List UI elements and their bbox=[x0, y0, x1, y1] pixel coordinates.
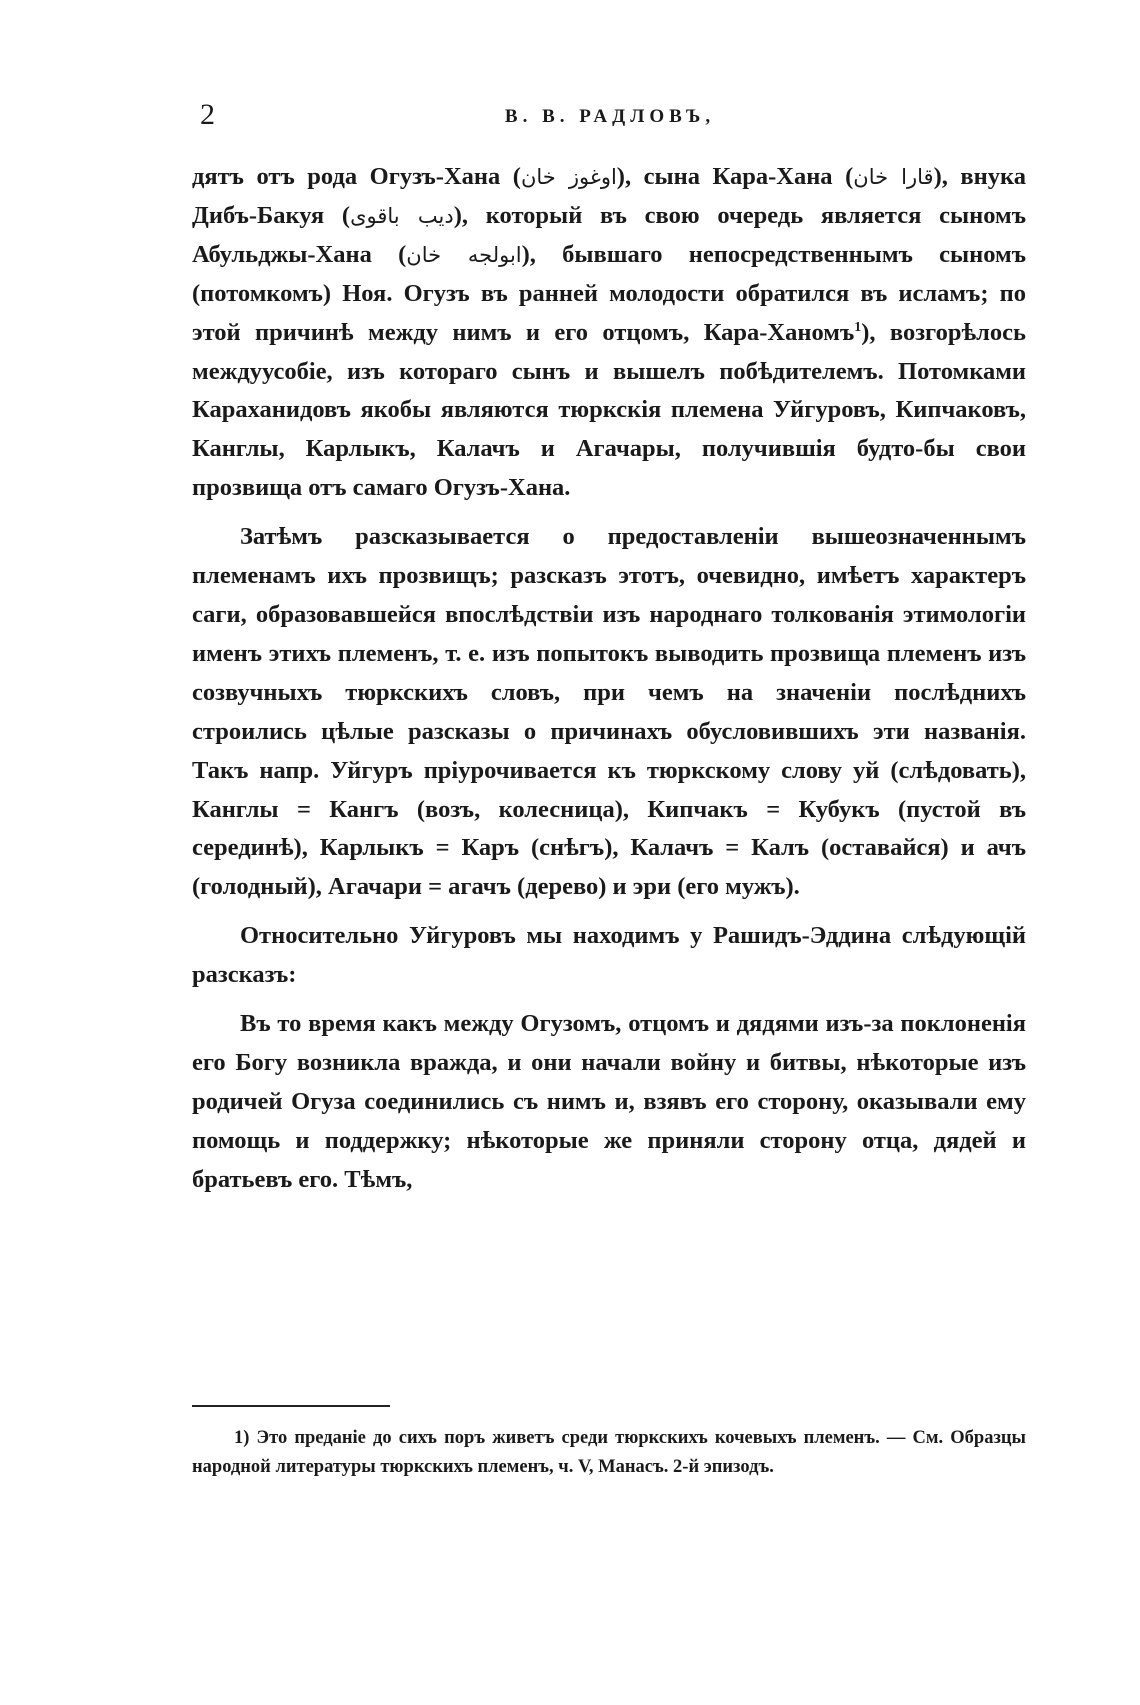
arabic-name-abuldzhy-khan: ابولجه خان bbox=[406, 242, 522, 267]
paragraph-3: Относительно Уйгуровъ мы находимъ у Рашидъ-Эддина слѣдующій разсказъ: bbox=[192, 922, 1026, 989]
footnotes bbox=[192, 1424, 1026, 1481]
text-segment: ), сына Кара-Хана ( bbox=[616, 163, 854, 190]
arabic-name-dib-bakuy: دیب باقوی bbox=[350, 203, 454, 228]
text-segment: ), бывшаго непосредственнымъ сыномъ (потомкомъ) Ноя. Огузъ въ ранней молодости обратился въ исламъ; по этой причинѣ между нимъ и его отцомъ, Кара-Ханомъ bbox=[192, 240, 1026, 346]
running-head: В. В. РАДЛОВЪ, bbox=[504, 106, 716, 127]
text-segment: ), внука Дибъ-Бакуя ( bbox=[192, 163, 1026, 229]
paragraph-1 bbox=[192, 158, 1026, 508]
arabic-name-oguz-khan: اوغوز خان bbox=[520, 165, 617, 189]
paragraph-2: Затѣмъ разсказывается о предоставленіи вышеозначеннымъ племенамъ ихъ прозвищъ; разсказъ этотъ, очевидно, имѣетъ характеръ саги, образовавшейся впослѣдствіи изъ народнаго толкованія этимологіи именъ этихъ племенъ, т. е. изъ попытокъ выводить прозвища племенъ изъ созвучныхъ тюркскихъ словъ, при чемъ на значеніи послѣднихъ строились цѣлые разсказы о причинахъ обусловившихъ эти названія. Такъ напр. Уйгуръ пріурочивается къ тюркскому слову уй (слѣдовать), Канглы = Кангъ (возъ, колесница), Кипчакъ = Кубукъ (пустой въ серединѣ), Карлыкъ = Каръ (снѣгъ), Калачъ = Калъ (оставайся) и ачъ (голодный), Агачари = агачъ (дерево) и эри (его мужъ). bbox=[192, 523, 1026, 901]
footnote-1: 1) Это преданіе до сихъ поръ живетъ среди тюркскихъ кочевыхъ племенъ. — См. Образцы народной литературы тюркскихъ племенъ, ч. V, Манасъ. 2-й эпизодъ. bbox=[192, 1428, 1026, 1477]
page-number: 2 bbox=[200, 98, 215, 131]
page-header bbox=[200, 98, 1020, 138]
text-segment: ), возгорѣлось междуусобіе, изъ котораго сынъ и вышелъ побѣдителемъ. Потомками Караханидовъ якобы являются тюркскія племена Уйгуровъ, Кипчаковъ, Канглы, Карлыкъ, Калачъ и Агачары, получившія будто-бы свои прозвища отъ самаго Огузъ-Хана. bbox=[192, 318, 1026, 502]
arabic-name-kara-khan: قارا خان bbox=[853, 165, 934, 189]
paragraph-4: Въ то время какъ между Огузомъ, отцомъ и дядями изъ-за поклоненія его Богу возникла вражда, и они начали войну и битвы, нѣкоторые изъ родичей Огуза соединились съ нимъ и, взявъ его сторону, оказывали ему помощь и поддержку; нѣкоторые же приняли сторону отца, дядей и братьевъ его. Тѣмъ, bbox=[192, 1010, 1026, 1193]
text-segment: дятъ отъ рода Огузъ-Хана ( bbox=[192, 163, 521, 190]
footnote-divider bbox=[192, 1405, 390, 1407]
footnote-reference[interactable]: 1 bbox=[854, 319, 862, 335]
text-segment: ), который въ свою очередь является сыномъ Абульджы-Хана ( bbox=[192, 201, 1026, 268]
body-text bbox=[192, 158, 1026, 1200]
